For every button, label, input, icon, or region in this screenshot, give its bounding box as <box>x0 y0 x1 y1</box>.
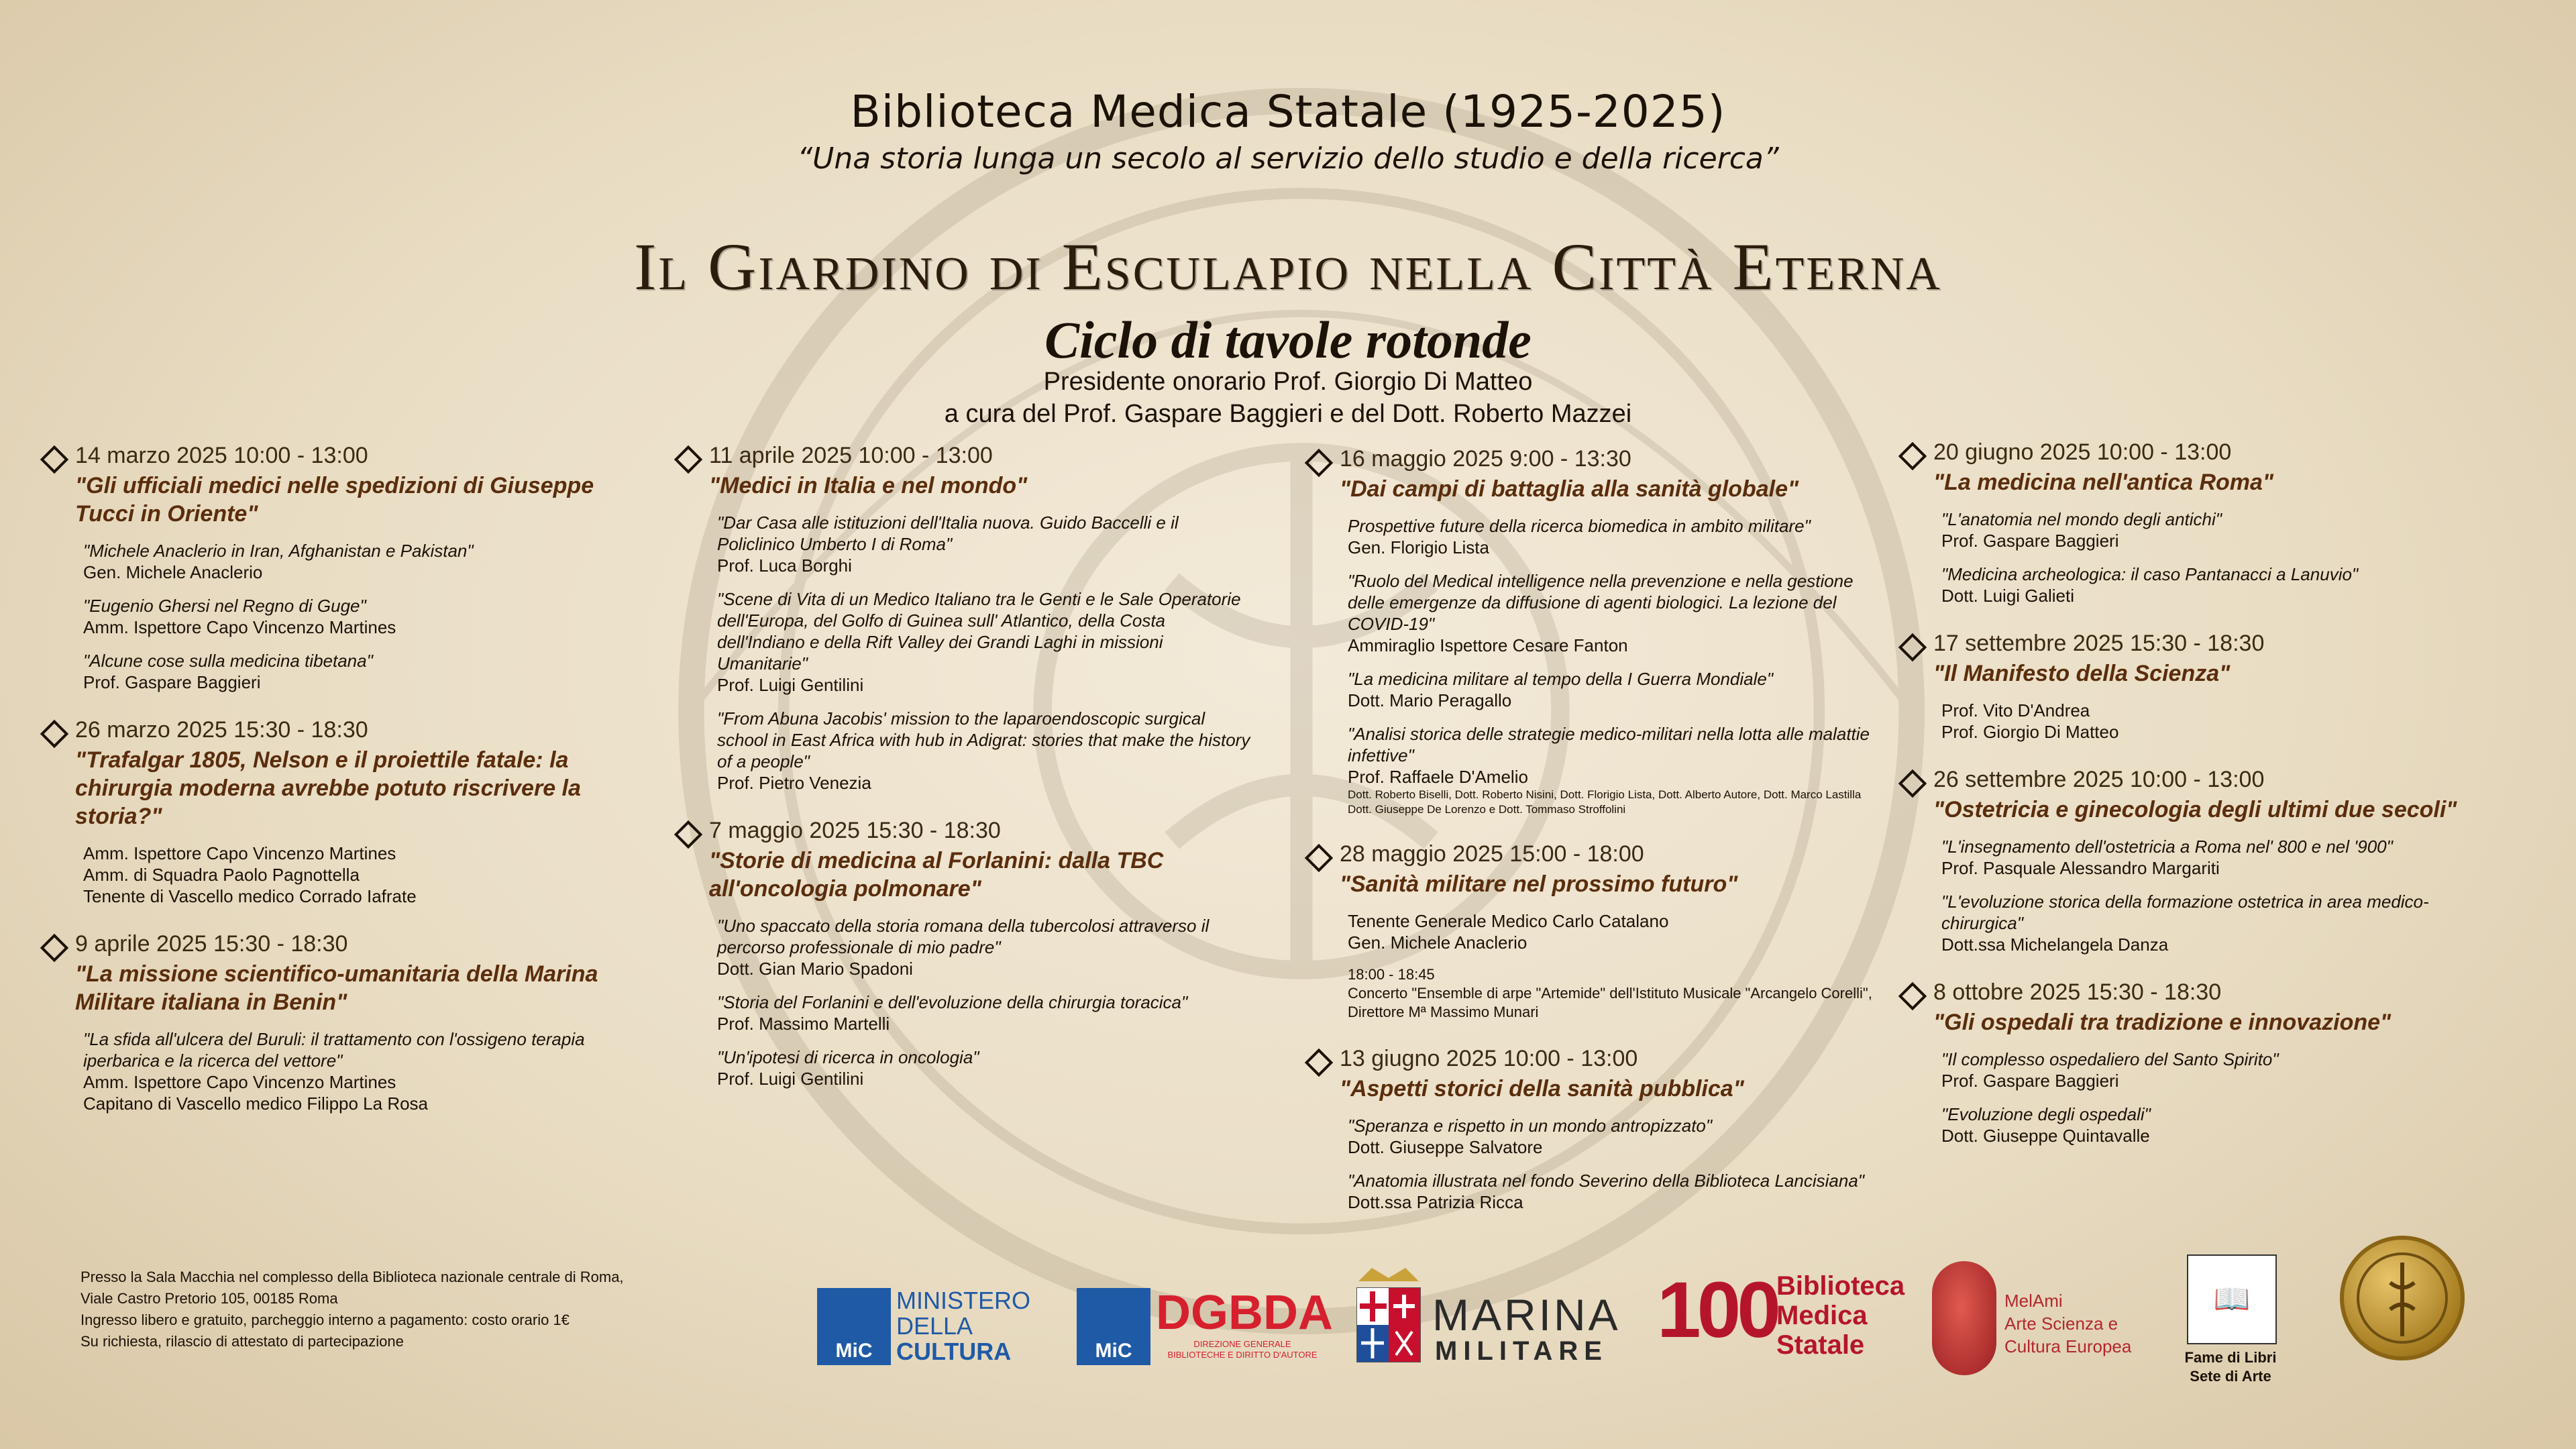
event-date: 7 maggio 2025 15:30 - 18:30 <box>709 818 1001 843</box>
event-block <box>1898 631 2475 743</box>
dgbda-name: DGBDA <box>1156 1286 1333 1340</box>
venue-line: Presso la Sala Macchia nel complesso della Biblioteca nazionale centrale di Roma, <box>80 1269 624 1285</box>
talk <box>83 843 617 907</box>
mic-emblem <box>817 1288 891 1365</box>
event-date: 26 settembre 2025 10:00 - 13:00 <box>1933 767 2265 792</box>
talk <box>717 512 1251 576</box>
diamond-bullet-icon <box>1898 633 1927 661</box>
talk <box>717 708 1251 794</box>
event-title: "La missione scientifico-umanitaria della Marina Militare italiana in Benin" <box>75 961 598 1015</box>
venue-line: Viale Castro Pretorio 105, 00185 Roma <box>80 1290 338 1307</box>
logo-ministero-cultura <box>817 1288 1045 1368</box>
talk-title: "Storia del Forlanini e dell'evoluzione della chirurgia toracica" <box>717 992 1188 1012</box>
talk-speaker: Amm. Ispettore Capo Vincenzo Martines <box>83 617 396 637</box>
event-date: 14 marzo 2025 10:00 - 13:00 <box>75 443 368 468</box>
event-block <box>1305 841 1882 1022</box>
library-subtitle: “Una storia lunga un secolo al servizio dello studio e della ricerca” <box>797 142 1779 176</box>
talk-speaker: Prof. Gaspare Baggieri <box>83 672 261 692</box>
event-date: 16 maggio 2025 9:00 - 13:30 <box>1340 446 1631 472</box>
navy-crest-icon <box>1352 1261 1426 1368</box>
talk <box>1348 1170 1882 1213</box>
talk-title: "Ruolo del Medical intelligence nella prevenzione e nella gestione delle emergenze da diffusione di agenti biologici. La lezione del COVID-19" <box>1348 571 1854 634</box>
talk-title: "Eugenio Ghersi nel Regno di Guge" <box>83 596 366 616</box>
talk <box>1348 910 1882 953</box>
diamond-bullet-icon <box>40 934 68 962</box>
logo-dgbda <box>1077 1288 1332 1368</box>
event-title: "Sanità militare nel prossimo futuro" <box>1340 871 1738 897</box>
talk <box>1348 965 1882 1022</box>
talk-speaker: Prof. Pietro Venezia <box>717 773 871 793</box>
centenary-line: Statale <box>1776 1330 1865 1360</box>
talk-speaker: Amm. Ispettore Capo Vincenzo Martines <box>83 1072 396 1092</box>
diamond-bullet-icon <box>674 445 702 474</box>
talk-speaker: Tenente di Vascello medico Corrado Iafrate <box>83 886 417 906</box>
talk-title: "From Abuna Jacobis' mission to the laparoendoscopic surgical school in East Africa with hub in Adigrat: stories that make the history of a people" <box>717 708 1250 771</box>
event-date: 11 aprile 2025 10:00 - 13:00 <box>709 443 993 468</box>
talk-title: "Medicina archeologica: il caso Pantanacci a Lanuvio" <box>1941 564 2359 584</box>
cycle-title: Ciclo di tavole rotonde <box>1044 311 1532 369</box>
talk-speaker: Prof. Pasquale Alessandro Margariti <box>1941 858 2220 878</box>
honorary-president: Presidente onorario Prof. Giorgio Di Matteo <box>1043 368 1533 396</box>
talk-title: "Analisi storica delle strategie medico-militari nella lotta alle malattie infettive" <box>1348 724 1870 765</box>
diamond-bullet-icon <box>1898 982 1927 1010</box>
event-title: "Gli ospedali tra tradizione e innovazione" <box>1933 1010 2392 1035</box>
talk <box>1348 723 1882 817</box>
diamond-bullet-icon <box>40 445 68 474</box>
talk-speaker: Prof. Luca Borghi <box>717 555 852 576</box>
marina-line: MARINA <box>1432 1290 1621 1340</box>
centenary-line: Biblioteca <box>1776 1271 1905 1301</box>
curators: a cura del Prof. Gaspare Baggieri e del Dott. Roberto Mazzei <box>944 400 1632 428</box>
credits <box>0 366 2576 430</box>
talk-title: "Anatomia illustrata nel fondo Severino della Biblioteca Lancisiana" <box>1348 1171 1865 1191</box>
talk <box>1941 1049 2475 1091</box>
talk <box>83 595 617 638</box>
schedule-column-2 <box>674 443 1251 1114</box>
talk-speaker: Gen. Michele Anaclerio <box>83 562 263 582</box>
diamond-bullet-icon <box>674 820 702 849</box>
diamond-bullet-icon <box>40 720 68 748</box>
talk <box>1941 836 2475 879</box>
talk <box>83 1028 617 1114</box>
talk <box>1941 564 2475 606</box>
talk-speaker: Capitano di Vascello medico Filippo La Rosa <box>83 1093 429 1114</box>
event-title: "Gli ufficiali medici nelle spedizioni di Giuseppe Tucci in Oriente" <box>75 473 594 527</box>
talk-title: Prospettive future della ricerca biomedica in ambito militare" <box>1348 516 1811 536</box>
talk <box>1348 570 1882 656</box>
talk-title: "Uno spaccato della storia romana della tubercolosi attraverso il percorso professionale di mio padre" <box>717 916 1210 957</box>
melami-line: Arte Scienza e <box>2004 1313 2118 1334</box>
event-block <box>40 443 617 693</box>
event-date: 26 marzo 2025 15:30 - 18:30 <box>75 717 368 743</box>
talk <box>1941 700 2475 743</box>
event-date: 9 aprile 2025 15:30 - 18:30 <box>75 931 348 957</box>
talk-title: "L'anatomia nel mondo degli antichi" <box>1941 509 2222 529</box>
diamond-bullet-icon <box>1305 1049 1333 1077</box>
talk <box>717 588 1251 696</box>
talk <box>1348 668 1882 711</box>
venue-line: Su richiesta, rilascio di attestato di partecipazione <box>80 1333 404 1350</box>
library-title: Biblioteca Medica Statale (1925-2025) <box>850 86 1726 138</box>
talk-title: "Evoluzione degli ospedali" <box>1941 1104 2151 1124</box>
logo-centenary <box>1657 1266 1905 1365</box>
talk-title: "Speranza e rispetto in un mondo antropizzato" <box>1348 1116 1713 1136</box>
talk-title: "Un'ipotesi di ricerca in oncologia" <box>717 1047 979 1067</box>
talk-speaker: Ammiraglio Ispettore Cesare Fanton <box>1348 635 1628 655</box>
marina-line: MILITARE <box>1435 1336 1608 1366</box>
talk-speaker: Prof. Gaspare Baggieri <box>1941 531 2119 551</box>
talk <box>83 650 617 693</box>
talk-speaker: 18:00 - 18:45 <box>1348 966 1435 983</box>
talk-speaker: Gen. Michele Anaclerio <box>1348 932 1527 953</box>
fame-line: Fame di Libri <box>2184 1349 2277 1366</box>
centenary-number: 100 <box>1657 1266 1777 1354</box>
event-block <box>1898 979 2475 1146</box>
event-date: 20 giugno 2025 10:00 - 13:00 <box>1933 439 2232 465</box>
talk <box>1941 1104 2475 1146</box>
event-title: "Medici in Italia e nel mondo" <box>709 473 1028 498</box>
ministero-line: CULTURA <box>896 1338 1012 1365</box>
talk-speaker: Prof. Luigi Gentilini <box>717 1069 864 1089</box>
talk-speaker: Concerto "Ensemble di arpe "Artemide" dell'Istituto Musicale "Arcangelo Corelli", Direttore Mª Massimo Munari <box>1348 985 1872 1020</box>
mic-abbr: MiC <box>1095 1340 1132 1362</box>
talk-speaker: Prof. Giorgio Di Matteo <box>1941 722 2119 742</box>
talk-speaker: Prof. Gaspare Baggieri <box>1941 1071 2119 1091</box>
talk-title: "Dar Casa alle istituzioni dell'Italia nuova. Guido Baccelli e il Policlinico Umberto I di Roma" <box>717 513 1179 554</box>
event-block <box>1898 767 2475 955</box>
event-date: 13 giugno 2025 10:00 - 13:00 <box>1340 1046 1638 1071</box>
cameo-icon <box>1932 1261 1996 1375</box>
mic-emblem <box>1077 1288 1150 1365</box>
schedule-column-1 <box>40 443 617 1138</box>
talk <box>83 540 617 583</box>
talk-title: "Scene di Vita di un Medico Italiano tra le Genti e le Sale Operatorie dell'Europa, del Golfo di Guinea sull' Atlantico, della Costa dell'Indiano e della Rift Valley dei Grandi Laghi in missioni Umanitarie" <box>717 589 1241 674</box>
medal-logo <box>2340 1236 2465 1360</box>
talk-title: "La medicina militare al tempo della I Guerra Mondiale" <box>1348 669 1774 689</box>
caduceus-icon <box>2340 1236 2465 1360</box>
talk-title: "Alcune cose sulla medicina tibetana" <box>83 651 373 671</box>
event-title: "Ostetricia e ginecologia degli ultimi due secoli" <box>1933 797 2457 822</box>
talk-speaker: Dott. Giuseppe Quintavalle <box>1941 1126 2150 1146</box>
schedule-column-3 <box>1305 446 1882 1237</box>
talk-title: "L'insegnamento dell'ostetricia a Roma nel' 800 e nel '900" <box>1941 837 2393 857</box>
event-block <box>1898 439 2475 606</box>
talk <box>1941 508 2475 551</box>
talk-speaker: Prof. Luigi Gentilini <box>717 675 864 695</box>
book-icon: 📖 <box>2187 1254 2277 1344</box>
event-title: "Storie di medicina al Forlanini: dalla TBC all'oncologia polmonare" <box>709 848 1164 902</box>
talk <box>717 915 1251 979</box>
melami-line: Cultura Europea <box>2004 1336 2132 1356</box>
talk-speaker: Dott. Mario Peragallo <box>1348 690 1512 710</box>
talk-title: "Michele Anaclerio in Iran, Afghanistan e Pakistan" <box>83 541 474 561</box>
talk-coauthors: Dott. Roberto Biselli, Dott. Roberto Nisini, Dott. Florigio Lista, Dott. Alberto Autore, Dott. Marco Lastilla Dott. Giuseppe De Lorenzo e Dott. Tommaso Stroffolini <box>1348 788 1862 816</box>
talk <box>1348 1115 1882 1158</box>
diamond-bullet-icon <box>1305 844 1333 872</box>
talk-speaker: Gen. Florigio Lista <box>1348 537 1489 557</box>
venue-line: Ingresso libero e gratuito, parcheggio interno a pagamento: costo orario 1€ <box>80 1311 570 1328</box>
event-date: 17 settembre 2025 15:30 - 18:30 <box>1933 631 2265 656</box>
main-title: Il Giardino di Esculapio nella Città Eterna <box>634 229 1942 304</box>
talk-speaker: Dott. Luigi Galieti <box>1941 586 2074 606</box>
event-block <box>674 443 1251 794</box>
diamond-bullet-icon <box>1898 442 1927 470</box>
fame-line: Sete di Arte <box>2190 1368 2271 1385</box>
talk-title: "La sfida all'ulcera del Buruli: il trattamento con l'ossigeno terapia iperbarica e la ricerca del vettore" <box>83 1029 585 1071</box>
mic-abbr: MiC <box>835 1340 873 1362</box>
talk-speaker: Dott.ssa Patrizia Ricca <box>1348 1192 1523 1212</box>
talk <box>717 1046 1251 1089</box>
logo-fame-di-libri <box>2177 1254 2277 1395</box>
talk <box>717 991 1251 1034</box>
dgbda-sub: DIREZIONE GENERALE <box>1193 1339 1291 1349</box>
event-title: "Trafalgar 1805, Nelson e il proiettile fatale: la chirurgia moderna avrebbe potuto riscrivere la storia?" <box>75 747 581 829</box>
talk <box>1348 515 1882 558</box>
talk-speaker: Amm. Ispettore Capo Vincenzo Martines <box>83 843 396 863</box>
event-title: "Aspetti storici della sanità pubblica" <box>1340 1076 1744 1102</box>
event-block <box>674 818 1251 1089</box>
melami-line: MelAmi <box>2004 1291 2063 1311</box>
diamond-bullet-icon <box>1305 449 1333 477</box>
talk-title: "L'evoluzione storica della formazione ostetrica in area medico-chirurgica" <box>1941 892 2429 933</box>
event-date: 8 ottobre 2025 15:30 - 18:30 <box>1933 979 2222 1005</box>
talk-speaker: Dott. Giuseppe Salvatore <box>1348 1137 1543 1157</box>
event-block <box>40 717 617 907</box>
talk-speaker: Prof. Raffaele D'Amelio <box>1348 767 1528 787</box>
ministero-line: MINISTERO <box>896 1287 1031 1314</box>
logo-marina-militare <box>1352 1261 1633 1368</box>
event-title: "La medicina nell'antica Roma" <box>1933 470 2274 495</box>
talk-speaker: Tenente Generale Medico Carlo Catalano <box>1348 911 1669 931</box>
logo-melami <box>1932 1261 2160 1382</box>
event-title: "Il Manifesto della Scienza" <box>1933 661 2231 686</box>
schedule-column-4 <box>1898 439 2475 1171</box>
event-block <box>1305 1046 1882 1213</box>
ministero-line: DELLA <box>896 1312 973 1340</box>
event-block <box>40 931 617 1114</box>
talk-speaker: Prof. Massimo Martelli <box>717 1014 890 1034</box>
venue-info <box>80 1267 624 1352</box>
talk-speaker: Prof. Vito D'Andrea <box>1941 700 2090 720</box>
event-title: "Dai campi di battaglia alla sanità globale" <box>1340 476 1799 502</box>
talk-speaker: Dott. Gian Mario Spadoni <box>717 959 913 979</box>
talk-title: "Il complesso ospedaliero del Santo Spirito" <box>1941 1049 2279 1069</box>
header <box>0 86 2576 176</box>
centenary-line: Medica <box>1776 1301 1868 1330</box>
diamond-bullet-icon <box>1898 769 1927 798</box>
talk-speaker: Dott.ssa Michelangela Danza <box>1941 934 2169 955</box>
talk <box>1941 891 2475 955</box>
event-block <box>1305 446 1882 817</box>
event-date: 28 maggio 2025 15:00 - 18:00 <box>1340 841 1644 867</box>
talk-speaker: Amm. di Squadra Paolo Pagnottella <box>83 865 360 885</box>
dgbda-sub: BIBLIOTECHE E DIRITTO D'AUTORE <box>1167 1350 1318 1360</box>
